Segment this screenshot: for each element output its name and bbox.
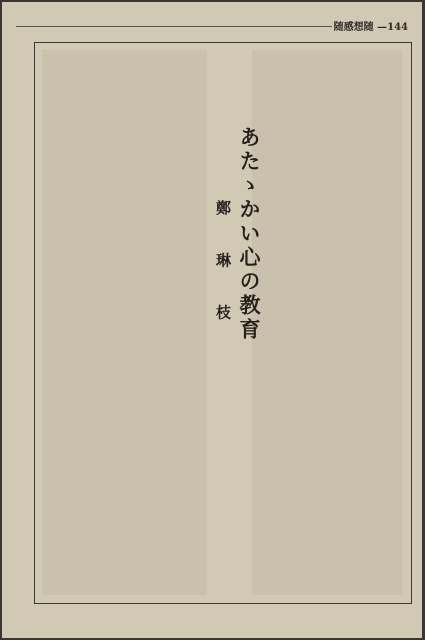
body-text-region-left [42,50,207,595]
body-text-region-right [252,50,402,595]
article-author: 鄭 琳 枝 [214,200,232,336]
running-header: 随感想随 —144 [333,22,408,33]
article-title: あたゝかい心の教育 [237,126,262,342]
document-page [2,2,422,638]
header-rule [16,26,332,27]
